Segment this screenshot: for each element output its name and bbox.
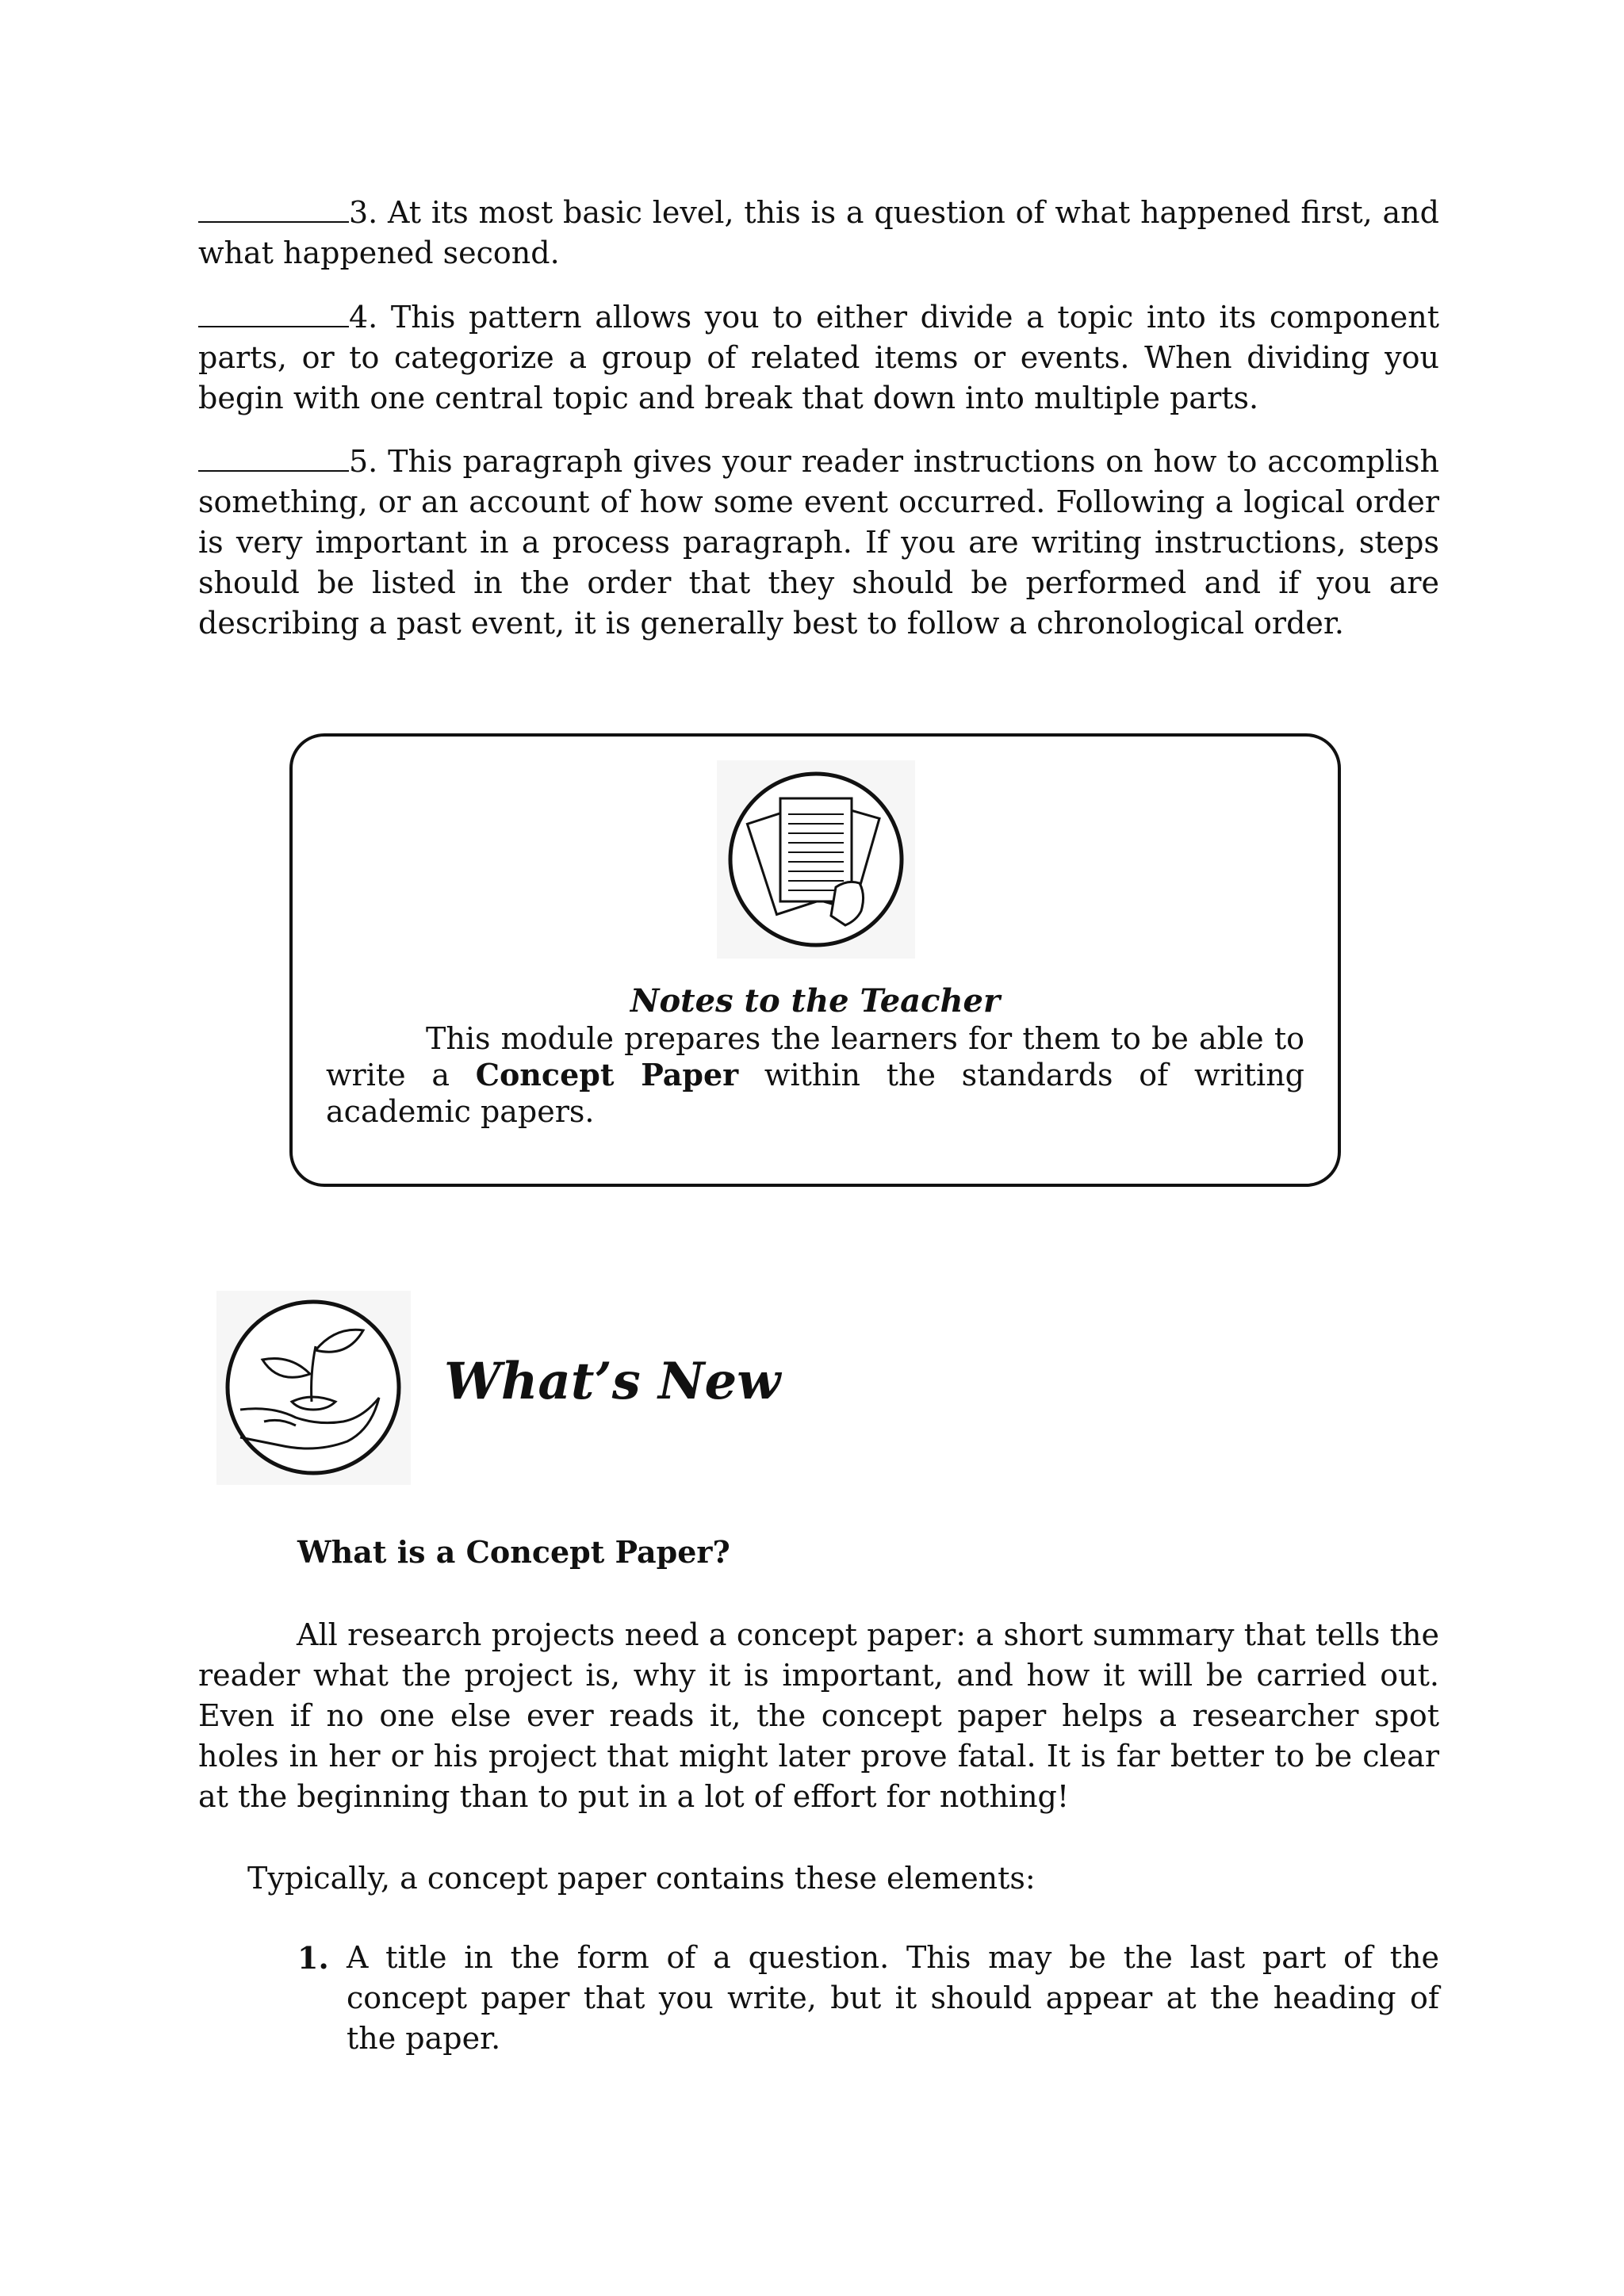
answer-blank[interactable] — [198, 299, 349, 327]
whats-new-title: What’s New — [444, 1352, 781, 1411]
list-number: 1. — [297, 1940, 329, 1976]
concept-paper-heading: What is a Concept Paper? — [297, 1534, 730, 1570]
notes-body-bold: Concept Paper — [475, 1057, 739, 1093]
question-text: At its most basic level, this is a question of what happened first, and what happened second. — [198, 195, 1439, 270]
notes-body-text-end: within the standards of writing academic papers. — [326, 1058, 1305, 1129]
notes-body-text: This module prepares the learners for them to be able to write a — [326, 1021, 1304, 1093]
question-number: 4. — [349, 300, 378, 335]
notes-body — [326, 1020, 1304, 1130]
notes-to-teacher-box — [289, 733, 1341, 1187]
question-text: This paragraph gives your reader instructions on how to accomplish something, or an account of how some event occurred. Following a logical order is very important in a process paragraph. If you are writing instructions, steps should be listed in the order that they should be performed and if you are describing a past event, it is generally best to follow a chronological order. — [198, 444, 1439, 641]
elements-intro: Typically, a concept paper contains these elements: — [247, 1861, 1036, 1896]
answer-blank[interactable] — [198, 194, 349, 223]
concept-paper-paragraph: All research projects need a concept paper: a short summary that tells the reader what the project is, why it is important, and how it will be carried out. Even if no one else ever reads it, the concept paper helps a researcher spot holes in her or his project that might later prove fatal. It is far better to be clear at the beginning than to put in a lot of effort for nothing! — [198, 1617, 1439, 1814]
question-item-5 — [198, 442, 1439, 644]
question-item-4 — [198, 297, 1439, 419]
list-text: A title in the form of a question. This may be the last part of the concept paper that you write, but it should appear at the heading of the paper. — [347, 1940, 1439, 2056]
question-number: 5. — [349, 444, 378, 479]
list-item — [297, 1938, 1439, 2059]
question-text: This pattern allows you to either divide a topic into its component parts, or to categorize a group of related items or events. When dividing you begin with one central topic and break that down into multiple parts. — [198, 300, 1439, 415]
hand-holding-papers-icon — [717, 760, 915, 959]
question-item-3 — [198, 193, 1439, 274]
hand-holding-sprout-icon — [216, 1291, 411, 1485]
question-number: 3. — [349, 195, 378, 230]
notes-title: Notes to the Teacher — [630, 982, 1001, 1020]
answer-blank[interactable] — [198, 443, 349, 472]
